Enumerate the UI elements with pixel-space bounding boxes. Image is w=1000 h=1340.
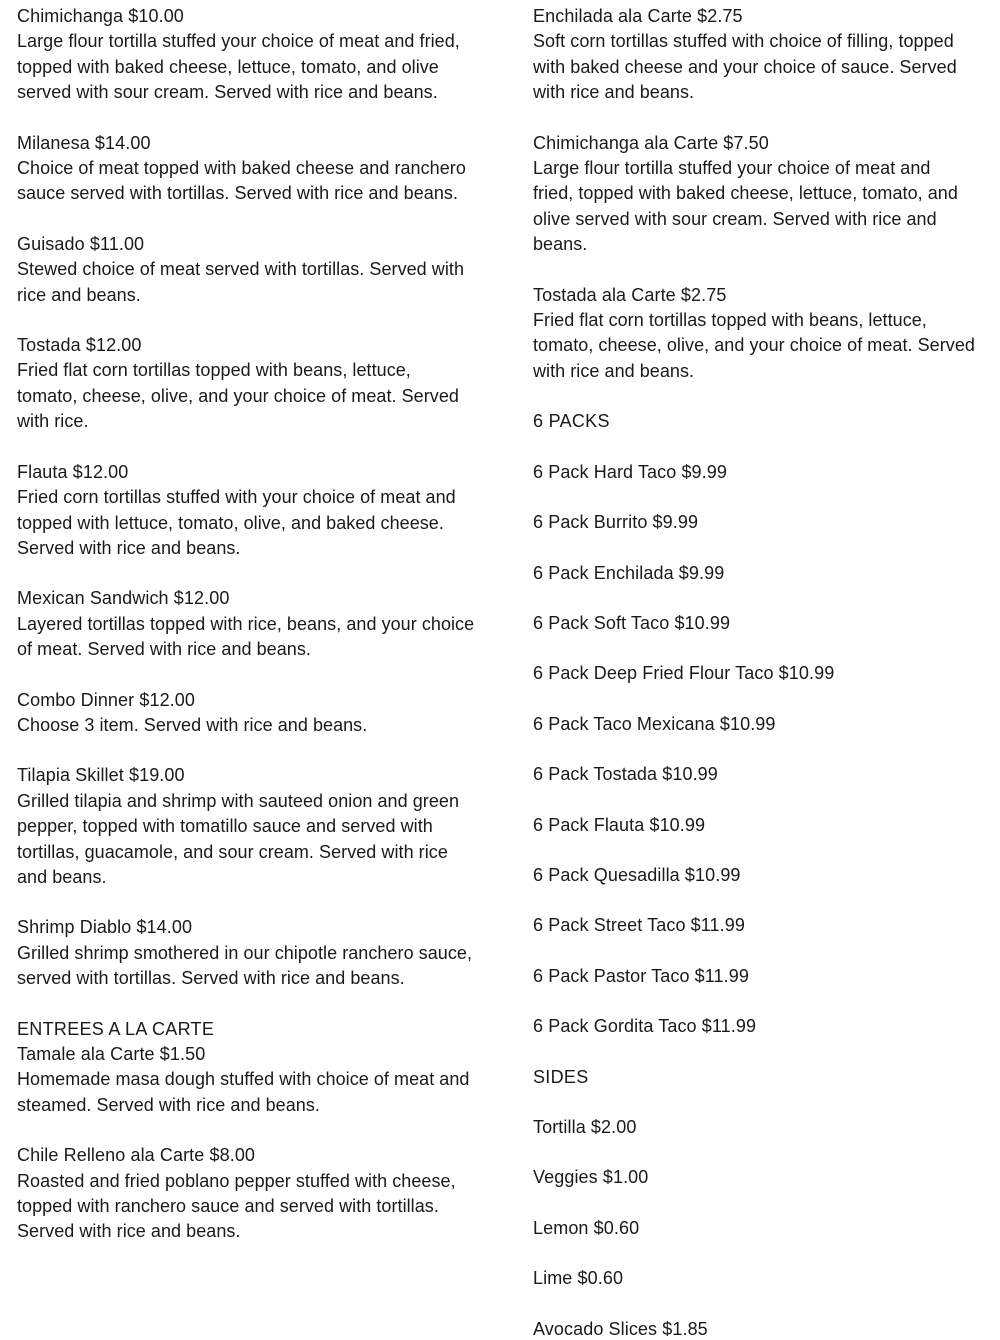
menu-list-item: 6 Pack Street Taco $11.99 xyxy=(533,915,745,936)
menu-list-item: 6 Pack Tostada $10.99 xyxy=(533,764,718,785)
menu-item-name: Combo Dinner $12.00 xyxy=(17,689,196,710)
menu-item-description: Choose 3 item. Served with rice and beans. xyxy=(17,714,368,735)
menu-item xyxy=(17,1042,512,1118)
menu-item-name: Tilapia Skillet $19.00 xyxy=(17,765,185,786)
menu-item xyxy=(17,131,512,207)
menu-list-item: 6 Pack Hard Taco $9.99 xyxy=(533,461,727,482)
menu-item-description: Roasted and fried poblano pepper stuffed with cheese, topped with ranchero sauce and served with tortillas. Served with rice and beans. xyxy=(17,1170,456,1242)
menu-list-item: 6 Pack Flauta $10.99 xyxy=(533,814,706,835)
menu-item-description: Soft corn tortillas stuffed with choice of filling, topped with baked cheese and your choice of sauce. Served with rice and beans. xyxy=(533,31,957,103)
menu-item-description: Fried corn tortillas stuffed with your choice of meat and topped with lettuce, tomato, olive, and baked cheese. Served with rice and beans. xyxy=(17,487,456,558)
menu-list-item: Veggies $1.00 xyxy=(533,1167,649,1188)
menu-item-name: Tostada ala Carte $2.75 xyxy=(533,284,727,305)
menu-item-description: Large flour tortilla stuffed your choice of meat and fried, topped with baked cheese, lettuce, tomato, and olive served with sour cream. Served with rice and beans. xyxy=(533,158,958,255)
menu-item-name: Shrimp Diablo $14.00 xyxy=(17,917,193,938)
menu-item-description: Layered tortillas topped with rice, beans, and your choice of meat. Served with rice and beans. xyxy=(17,613,475,660)
menu-list-item: Lime $0.60 xyxy=(533,1268,624,1289)
menu-item-description: Large flour tortilla stuffed your choice of meat and fried, topped with baked cheese, lettuce, tomato, and olive served with sour cream. Served with rice and beans. xyxy=(17,31,460,103)
menu-item-description: Grilled shrimp smothered in our chipotle ranchero sauce, served with tortillas. Served with rice and beans. xyxy=(17,942,473,989)
menu-item-name: Enchilada ala Carte $2.75 xyxy=(533,6,743,26)
menu-list-item: 6 Pack Gordita Taco $11.99 xyxy=(533,1016,757,1037)
menu-item-name: Chile Relleno ala Carte $8.00 xyxy=(17,1145,256,1166)
menu-item xyxy=(17,915,512,991)
menu-item-name: Milanesa $14.00 xyxy=(17,132,151,153)
section-heading-sides: SIDES xyxy=(533,1066,589,1087)
menu-item xyxy=(17,586,512,662)
menu-item xyxy=(533,131,1000,258)
menu-list-item: Avocado Slices $1.85 xyxy=(533,1318,708,1339)
menu-list-item: Lemon $0.60 xyxy=(533,1217,640,1238)
menu-item xyxy=(17,763,512,890)
menu-column-right xyxy=(512,0,1000,1340)
menu-item-name: Mexican Sandwich $12.00 xyxy=(17,588,230,609)
menu-item xyxy=(533,283,1000,385)
menu-item xyxy=(17,460,512,562)
menu-list-item: 6 Pack Soft Taco $10.99 xyxy=(533,612,731,633)
menu-item-name: Tamale ala Carte $1.50 xyxy=(17,1044,206,1064)
menu-item-name: Flauta $12.00 xyxy=(17,461,129,482)
menu-item-description: Fried flat corn tortillas topped with beans, lettuce, tomato, cheese, olive, and your choice of meat. Served with rice. xyxy=(17,360,459,432)
menu-item xyxy=(17,4,512,106)
menu-item xyxy=(533,4,1000,106)
menu-list-item: 6 Pack Pastor Taco $11.99 xyxy=(533,965,749,986)
menu-item-description: Choice of meat topped with baked cheese and ranchero sauce served with tortillas. Served with rice and beans. xyxy=(17,158,466,204)
menu-item-description: Stewed choice of meat served with tortillas. Served with rice and beans. xyxy=(17,259,464,305)
menu-item-description: Fried flat corn tortillas topped with beans, lettuce, tomato, cheese, olive, and your choice of meat. Served with rice and beans. xyxy=(533,310,975,381)
menu-list-item: 6 Pack Quesadilla $10.99 xyxy=(533,864,741,885)
menu-item-name: Guisado $11.00 xyxy=(17,233,145,254)
menu-section-entrees-a-la-carte xyxy=(17,1017,512,1042)
menu-item-description: Homemade masa dough stuffed with choice of meat and steamed. Served with rice and beans. xyxy=(17,1069,470,1115)
menu-list-item: 6 Pack Deep Fried Flour Taco $10.99 xyxy=(533,663,835,684)
menu-item-name: Chimichanga $10.00 xyxy=(17,6,184,26)
menu-item xyxy=(17,232,512,308)
section-heading-6-packs: 6 PACKS xyxy=(533,411,610,432)
menu-item-name: Chimichanga ala Carte $7.50 xyxy=(533,132,769,153)
menu-list-item: Tortilla $2.00 xyxy=(533,1116,637,1137)
section-heading: ENTREES A LA CARTE xyxy=(17,1018,215,1039)
menu-list-item: 6 Pack Enchilada $9.99 xyxy=(533,562,725,583)
menu-list-item: 6 Pack Taco Mexicana $10.99 xyxy=(533,713,776,734)
menu-item xyxy=(17,1143,512,1245)
menu-list-item: 6 Pack Burrito $9.99 xyxy=(533,512,699,533)
menu-item xyxy=(17,333,512,435)
menu-item xyxy=(17,688,512,739)
menu-item-description: Grilled tilapia and shrimp with sauteed onion and green pepper, topped with tomatillo sauce and served with tortillas, guacamole, and sour cream. Served with rice and beans. xyxy=(17,790,460,887)
menu-item-name: Tostada $12.00 xyxy=(17,335,142,356)
